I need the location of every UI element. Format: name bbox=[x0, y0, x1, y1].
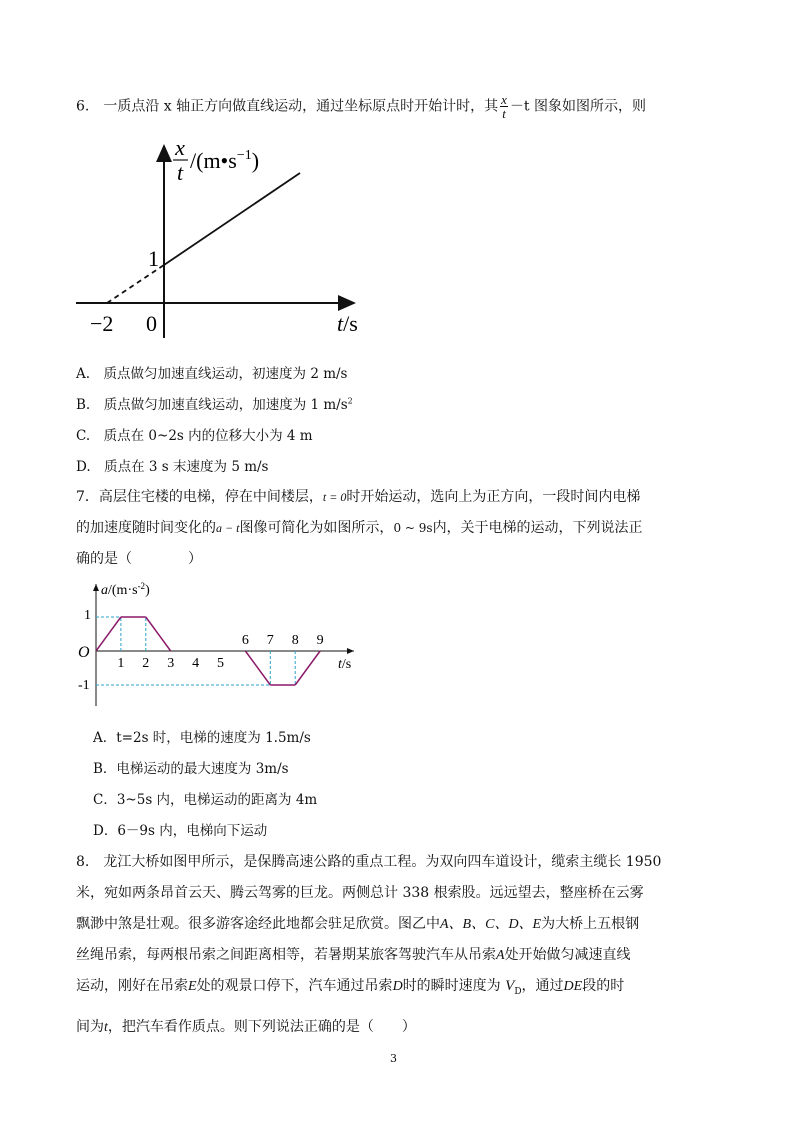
q6-y-intercept-label: 1 bbox=[148, 246, 159, 271]
q7-stem-line1: 7．高层住宅楼的电梯，停在中间楼层，t = 0时开始运动，选向上为正方向，一段时间内电梯 bbox=[76, 489, 641, 505]
q7-origin-label: O bbox=[78, 644, 90, 661]
q7-xtick-1: 1 bbox=[117, 656, 125, 671]
q7-xtick-8: 8 bbox=[291, 633, 299, 648]
q6-stem-post: －t 图象如图所示，则 bbox=[509, 98, 647, 115]
q7-xtick-9: 9 bbox=[316, 633, 324, 648]
q6-stem-fraction: $\frac{x}{t}$ bbox=[501, 92, 507, 121]
q6-option-d: D. 质点在 3 s 末速度为 5 m/s bbox=[76, 459, 269, 475]
q7-series-segment-4 bbox=[245, 651, 270, 685]
q8-line4: 丝绳吊索，每两根吊索之间距离相等，若暑期某旅客驾驶汽车从吊索A处开始做匀减速直线 bbox=[76, 947, 631, 963]
q7-option-d: D．6－9s 内，电梯向下运动 bbox=[93, 823, 268, 839]
q7-xtick-3: 3 bbox=[167, 656, 175, 671]
q7-series-segment-2 bbox=[146, 617, 171, 651]
q7-stem-line3: 确的是（ ） bbox=[76, 551, 202, 567]
q7-ytick-neg: -1 bbox=[78, 678, 90, 693]
q6-y-label-den: t bbox=[176, 160, 184, 185]
q6-data-line bbox=[164, 173, 300, 265]
q6-x-label: t/s bbox=[337, 311, 358, 336]
q8-line2: 米，宛如两条昂首云天、腾云驾雾的巨龙。两侧总计 338 根索股。远远望去，整座桥在云雾 bbox=[76, 885, 644, 901]
q7-y-label: $a/(m\cdot s^{-2})$ bbox=[101, 581, 150, 598]
q7-option-a: A．t=2s 时，电梯的速度为 1.5m/s bbox=[93, 730, 311, 746]
q6-origin-label: 0 bbox=[146, 311, 157, 336]
q7-series-segment-6 bbox=[295, 651, 320, 685]
q7-xtick-4: 4 bbox=[192, 656, 200, 671]
q8-line5: 运动，刚好在吊索E处的观景口停下，汽车通过吊索D时的瞬时速度为 $V_D$，通过DE段的时 bbox=[76, 978, 625, 997]
q7-option-c: C．3~5s 内，电梯运动的距离为 4m bbox=[93, 792, 318, 808]
q6-option-a: A. 质点做匀加速直线运动，初速度为 2 m/s bbox=[76, 366, 348, 382]
q7-option-b: B．电梯运动的最大速度为 3m/s bbox=[93, 761, 289, 777]
q6-x-intercept-label: −2 bbox=[90, 311, 114, 336]
q6-y-unit: $/(m•s^{-1})$ bbox=[190, 148, 260, 173]
q8-line1: 8. 龙江大桥如图甲所示，是保腾高速公路的重点工程。为双向四车道设计，缆索主缆长 1950 bbox=[76, 854, 662, 870]
q6-graph bbox=[72, 138, 372, 348]
q7-xtick-2: 2 bbox=[142, 656, 150, 671]
q7-series-segment-0 bbox=[96, 617, 121, 651]
q7-xtick-5: 5 bbox=[217, 656, 224, 671]
q6-stem bbox=[76, 93, 646, 120]
q6-option-b: B. 质点做匀加速直线运动，加速度为 1 $m/s^2$ bbox=[76, 396, 353, 413]
q7-graph bbox=[72, 578, 372, 708]
page-number: 3 bbox=[390, 1052, 397, 1065]
q6-y-label-num: x bbox=[175, 138, 185, 160]
q6-stem-pre: 6. 一质点沿 x 轴正方向做直线运动，通过坐标原点时开始计时，其 bbox=[76, 98, 499, 115]
q7-xtick-7: 7 bbox=[266, 633, 274, 648]
q7-stem-line2: 的加速度随时间变化的a − t图像可简化为如图所示，0 ~ 9s内，关于电梯的运动，下列说法正 bbox=[76, 520, 643, 536]
q7-x-label: t/s bbox=[338, 657, 352, 672]
q7-ytick-pos: 1 bbox=[84, 608, 91, 623]
q8-line6: 间为t，把汽车看作质点。则下列说法正确的是（ ） bbox=[76, 1019, 416, 1035]
q8-line3: 飘渺中煞是壮观。很多游客途经此地都会驻足欣赏。图乙中A、B、C、D、E为大桥上五根钢 bbox=[76, 916, 640, 932]
q6-option-c: C. 质点在 0~2s 内的位移大小为 4 m bbox=[76, 428, 313, 444]
q7-xtick-6: 6 bbox=[241, 633, 249, 648]
